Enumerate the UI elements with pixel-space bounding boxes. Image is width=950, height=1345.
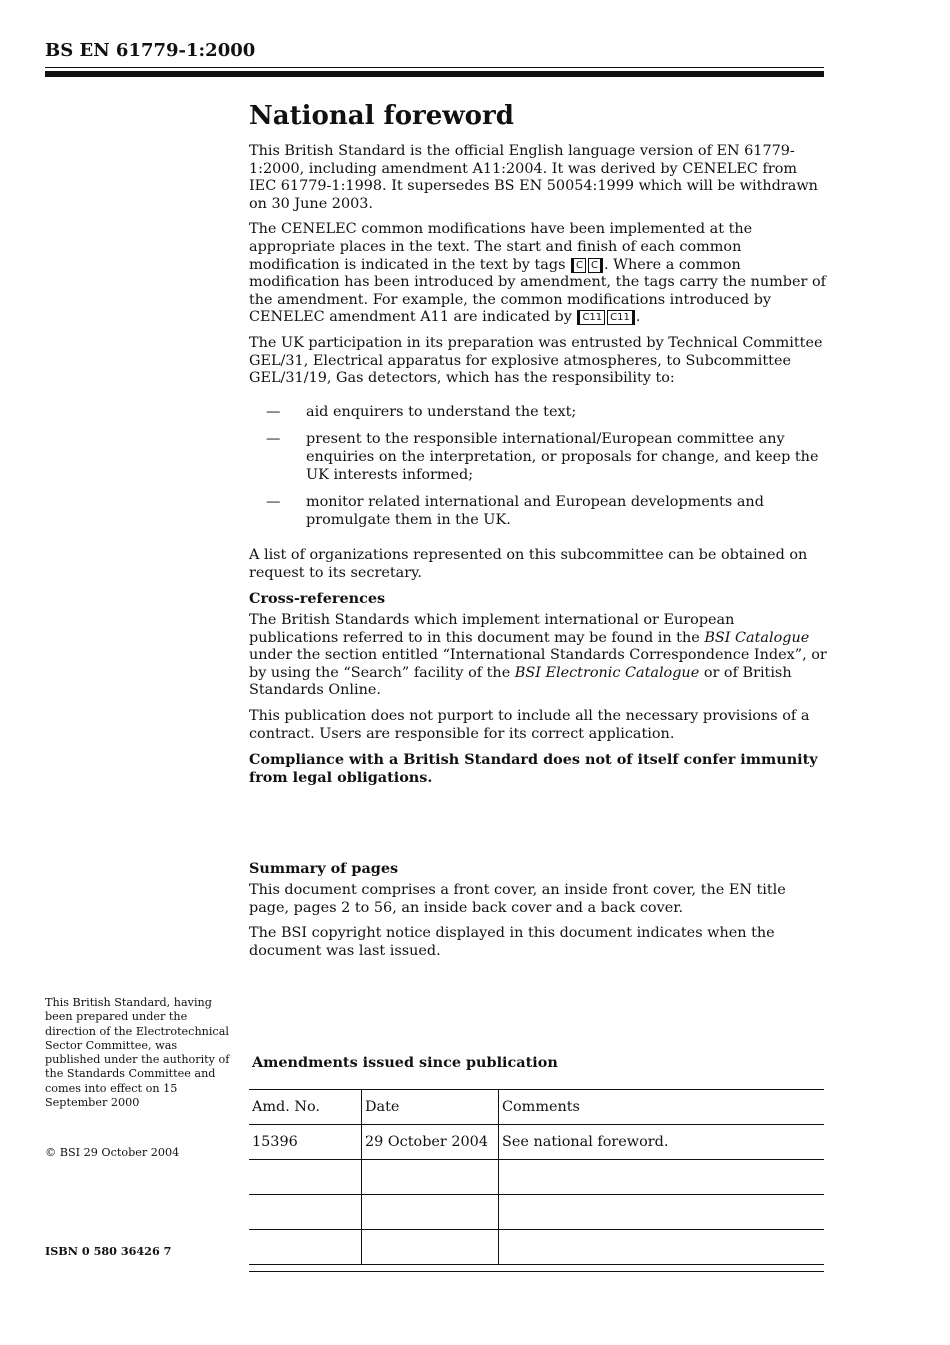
column-header: Date [362,1090,499,1125]
page-title: National foreword [249,101,514,131]
table-cell: 29 October 2004 [362,1125,499,1160]
document-code: BS EN 61779-1:2000 [45,40,256,61]
table-cell: See national foreword. [499,1125,825,1160]
table-header-row [249,1090,824,1125]
publication-note: This British Standard, having been prepared under the direction of the Electrotechnical Sector Committee, was published under the authority of the Standards Committee and comes into effect on 15 September 2000 [45,996,230,1110]
table-cell [362,1160,499,1195]
copyright-line: © BSI 29 October 2004 [45,1146,180,1159]
table-row [249,1160,824,1195]
foreword-body [249,100,827,968]
table-row [249,1230,824,1265]
header-rule-thick [45,71,824,77]
responsibility-list [249,404,827,530]
isbn: ISBN 0 580 36426 7 [45,1244,172,1258]
dash-icon: — [266,494,281,511]
tag-c11-end-icon: C11 [607,310,635,325]
text-segment: . [635,309,641,326]
paragraph-summary: This document comprises a front cover, an inside front cover, the EN title page, pages 2 to 56, an inside back cover and a back cover. [249,882,786,916]
summary-heading: Summary of pages [249,860,399,878]
list-item-text: monitor related international and European developments and promulgate them in the UK. [306,494,764,528]
table-cell [249,1230,362,1265]
table-cell [362,1195,499,1230]
list-item-text: present to the responsible international/European committee any enquiries on the interpretation, or proposals for change, and keep the UK interests informed; [306,431,819,483]
header-rule-thin [45,67,824,68]
amendments-table [249,1089,824,1265]
tag-c-end-icon: C [588,258,603,273]
paragraph-crossref [249,612,827,700]
paragraph-participation: The UK participation in its preparation was entrusted by Technical Committee GEL/31, Electrical apparatus for explosive atmospheres, to Subcommittee GEL/31/19, Gas detectors, which has the responsibility to: [249,334,823,387]
paragraph-common-modifications [249,221,827,327]
text-segment: under the section entitled “International Standards Correspondence Index”, or by using the “Search” facility of the [249,647,827,681]
column-header: Amd. No. [249,1090,362,1125]
paragraph-organizations: A list of organizations represented on this subcommittee can be obtained on request to its secretary. [249,547,808,581]
text-segment: The British Standards which implement international or European publications referred to in this document may be found in the [249,612,735,646]
text-segment: or of British Standards Online. [249,664,792,699]
text-segment: The CENELEC common modifications have been implemented at the appropriate places in the text. The start and finish of each common modification is indicated in the text by tags [249,221,753,273]
table-cell [249,1195,362,1230]
list-item [249,494,827,529]
footer-rule [249,1271,824,1272]
paragraph-copyright-notice: The BSI copyright notice displayed in this document indicates when the document was last issued. [249,925,775,959]
tag-c-start-icon: C [571,258,586,273]
table-cell [362,1230,499,1265]
table-row [249,1195,824,1230]
list-item [249,404,827,422]
table-cell [499,1160,825,1195]
crossref-heading: Cross-references [249,590,386,608]
paragraph-intro: This British Standard is the official English language version of EN 61779-1:2000, including amendment A11:2004. It was derived by CENELEC from IEC 61779-1:1998. It supersedes BS EN 50054:1999 which will be withdrawn on 30 June 2003. [249,143,818,212]
text-segment: . Where a common modification has been introduced by amendment, the tags carry the number of the amendment. For example, the common modifications introduced by CENELEC amendment A11 are indicated by [249,256,826,326]
paragraph-provisions: This publication does not purport to include all the necessary provisions of a contract. Users are responsible for its correct application. [249,708,810,742]
dash-icon: — [266,431,281,448]
table-cell [499,1195,825,1230]
table-cell [249,1160,362,1195]
list-item [249,431,827,484]
dash-icon: — [266,403,281,420]
tag-c11-start-icon: C11 [577,310,605,325]
bsi-catalogue-ref: BSI Catalogue [704,629,810,646]
compliance-statement: Compliance with a British Standard does not of itself confer immunity from legal obligations. [249,751,818,786]
table-row [249,1125,824,1160]
table-cell [499,1230,825,1265]
bsi-electronic-catalogue-ref: BSI Electronic Catalogue [514,664,700,681]
list-item-text: aid enquirers to understand the text; [306,403,577,420]
amendments-title: Amendments issued since publication [252,1054,558,1071]
table-cell: 15396 [249,1125,362,1160]
column-header: Comments [499,1090,825,1125]
